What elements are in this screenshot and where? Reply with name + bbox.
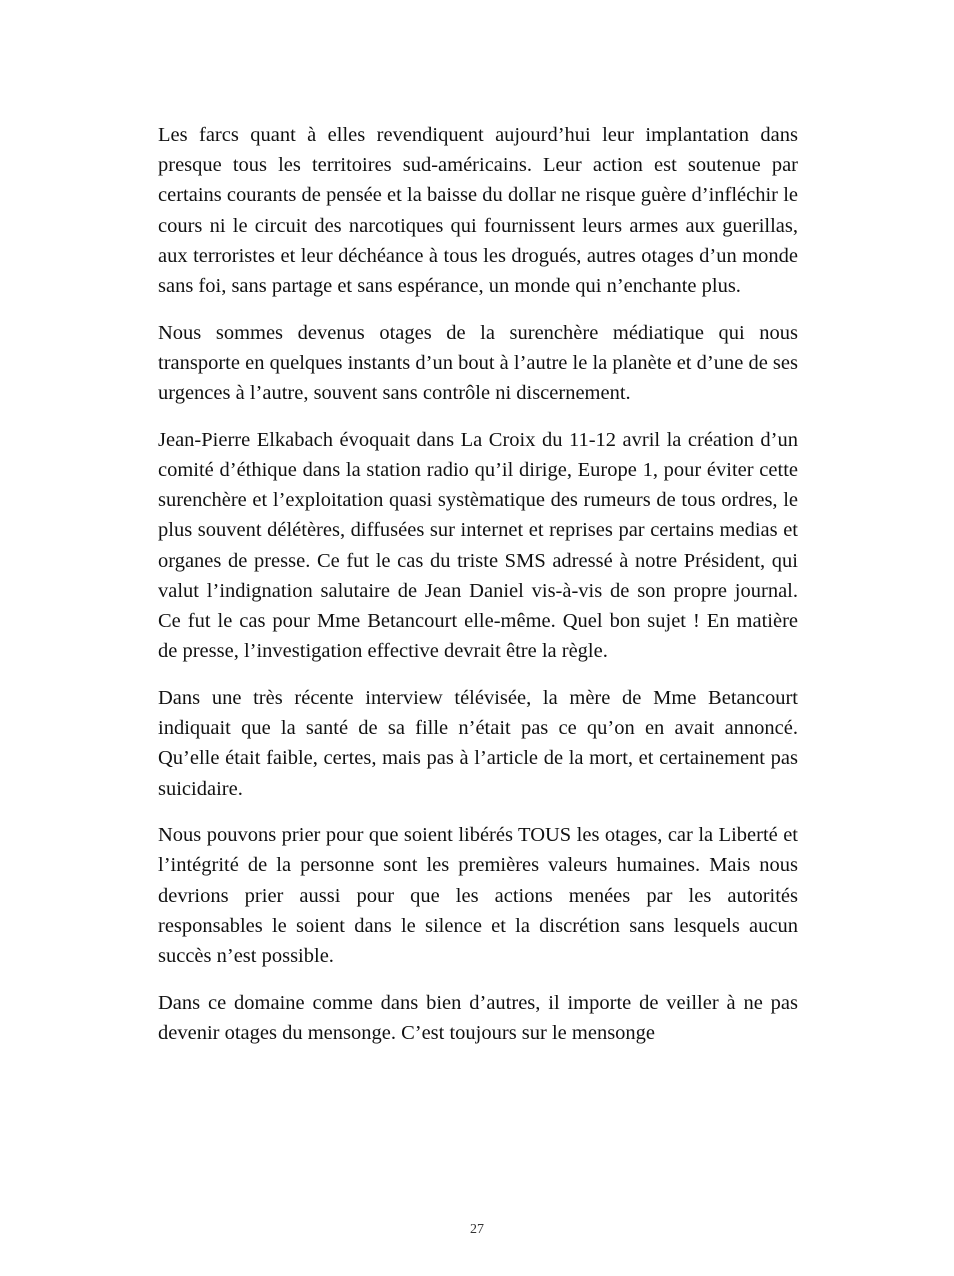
body-text [158, 120, 798, 1048]
paragraph-interview: Dans une très récente interview télévisée, la mère de Mme Betancourt indiquait que la santé de sa fille n’était pas ce qu’on en avait annoncé. Qu’elle était faible, certes, mais pas à l’article de la mort, et certainement pas suicidaire. [158, 686, 798, 800]
paragraph-surenchere-mediatique: Nous sommes devenus otages de la surenchère médiatique qui nous transporte en quelques instants d’un bout à l’autre le la planète et d’une de ses urgences à l’autre, souvent sans contrôle ni discernement. [158, 321, 798, 405]
paragraph-elkabach: Jean-Pierre Elkabach évoquait dans La Croix du 11-12 avril la création d’un comité d’éthique dans la station radio qu’il dirige, Europe 1, pour éviter cette surenchère et l’exploitation quasi systèmatique des rumeurs de tous ordres, le plus souvent délétères, diffusées sur internet et reprises par certains medias et organes de presse. Ce fut le cas du triste SMS adressé à notre Président, qui valut l’indignation salutaire de Jean Daniel vis-à-vis de son propre journal. Ce fut le cas pour Mme Betancourt elle-même. Quel bon sujet ! En matière de presse, l’investigation effective devrait être la règle. [158, 428, 798, 663]
paragraph-farcs: Les farcs quant à elles revendiquent aujourd’hui leur implantation dans presque tous les territoires sud-américains. Leur action est soutenue par certains courants de pensée et la baisse du dollar ne risque guère d’infléchir le cours ni le circuit des narcotiques qui fournissent leurs armes aux guerillas, aux terroristes et leur déchéance à tous les drogués, autres otages d’un monde sans foi, sans partage et sans espérance, un monde qui n’enchante plus. [158, 124, 798, 298]
page-number: 27 [470, 1222, 484, 1237]
paragraph-mensonge: Dans ce domaine comme dans bien d’autres, il importe de veiller à ne pas devenir otages du mensonge. C’est toujours sur le mensonge [158, 991, 798, 1044]
paragraph-prier-otages: Nous pouvons prier pour que soient libérés TOUS les otages, car la Liberté et l’intégrité de la personne sont les premières valeurs humaines. Mais nous devrions prier aussi pour que les actions menées par les autorités responsables le soient dans le silence et la discrétion sans lesquels aucun succès n’est possible. [158, 824, 798, 968]
